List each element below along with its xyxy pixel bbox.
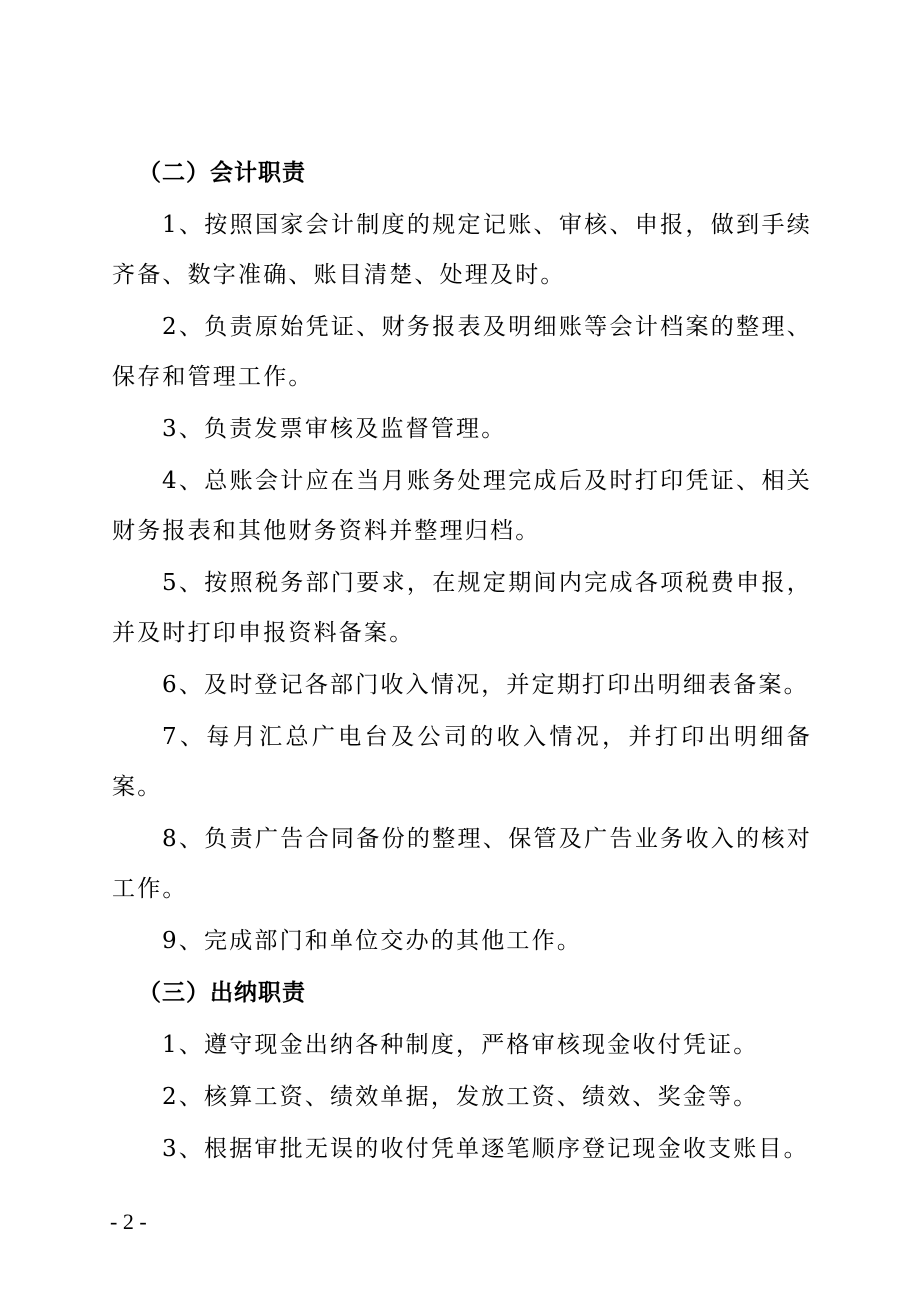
duty-item: 7、每月汇总广电台及公司的收入情况，并打印出明细备案。 (112, 724, 812, 800)
page-number: - 2 - (110, 1209, 147, 1234)
duty-item: 1、按照国家会计制度的规定记账、审核、申报，做到手续齐备、数字准确、账目清楚、处理及时。 (112, 212, 812, 288)
duty-item: 3、负责发票审核及监督管理。 (162, 416, 507, 442)
section-heading: （三）出纳职责 (138, 980, 306, 1006)
duty-item: 2、核算工资、绩效单据，发放工资、绩效、奖金等。 (162, 1084, 759, 1110)
duty-item: 9、完成部门和单位交办的其他工作。 (162, 928, 583, 954)
document-body (112, 148, 812, 1176)
duty-item: 6、及时登记各部门收入情况，并定期打印出明细表备案。 (162, 672, 809, 698)
duty-item: 2、负责原始凭证、财务报表及明细账等会计档案的整理、保存和管理工作。 (112, 314, 812, 390)
section-cashier-duties (112, 968, 812, 1174)
duty-item: 5、按照税务部门要求，在规定期间内完成各项税费申报，并及时打印申报资料备案。 (112, 570, 812, 646)
section-accounting-duties (112, 148, 812, 966)
duty-item: 3、根据审批无误的收付凭单逐笔顺序登记现金收支账目。 (162, 1136, 809, 1162)
duty-item: 8、负责广告合同备份的整理、保管及广告业务收入的核对工作。 (112, 826, 812, 902)
section-heading: （二）会计职责 (138, 160, 306, 186)
duty-item: 4、总账会计应在当月账务处理完成后及时打印凭证、相关财务报表和其他财务资料并整理归档。 (112, 468, 812, 544)
duty-item: 1、遵守现金出纳各种制度，严格审核现金收付凭证。 (162, 1032, 759, 1058)
